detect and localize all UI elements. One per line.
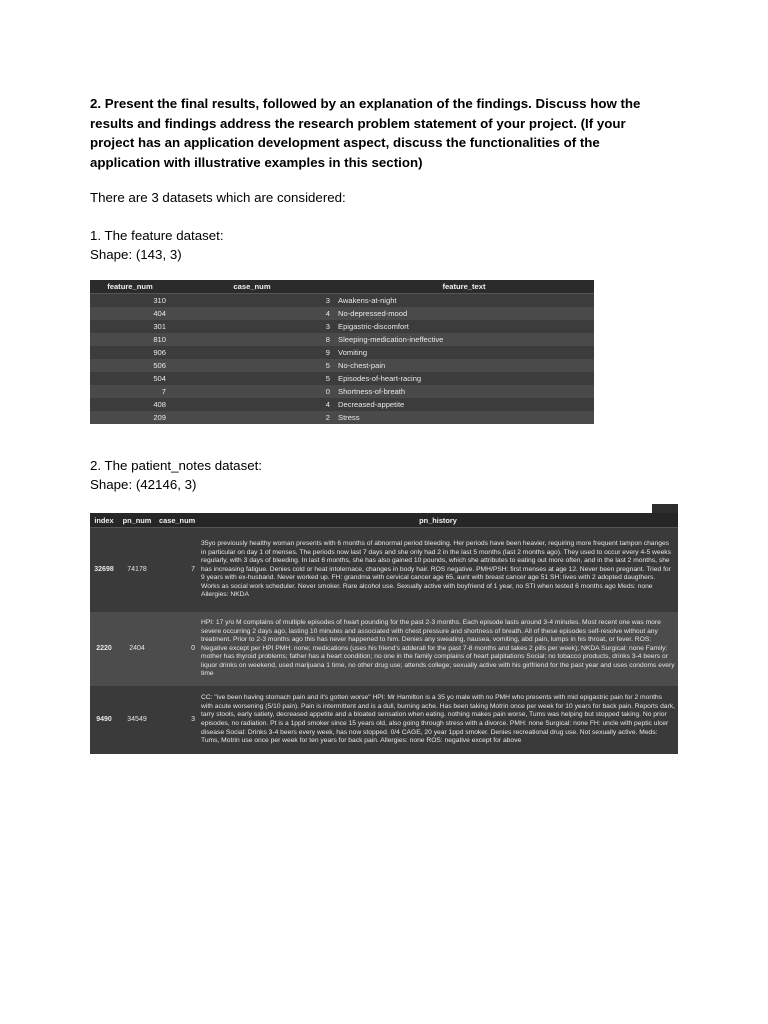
feature-text-cell: Vomiting xyxy=(334,346,594,359)
col-header-feature-num: feature_num xyxy=(90,280,170,294)
index-cell: 32698 xyxy=(90,528,118,613)
pn-num-cell: 74178 xyxy=(118,528,156,613)
col-header-case-num: case_num xyxy=(156,513,198,528)
case-num-cell: 7 xyxy=(156,528,198,613)
feature-text-cell: Awakens-at-night xyxy=(334,294,594,308)
pn-history-cell: CC: "ive been having stomach pain and it's gotten worse" HPI: Mr Hamilton is a 35 yo male with no PMH who presents with mid epigastric pain for 2 months with acute worsening (5/10 pain). Pain is intermittent and is a dull, burning ache. Has been taking Motrin once per week for 10 years for back pain. Reports dark, tarry stools, early satiety, decreased appetite and a bloated sensation when eating. nothing makes pain worse, Tums was helping but stopped taking. No prior episodes, no radiation. Pt is a 1ppd smoker since 15 years old, also going through stress with a divorce. PMH: none Surgical: none FH: uncle with peptic ulcer disease Social: Drinks 3-4 beers every week, has now stopped. 0/4 CAGE, 20 year 1ppd smoker. Denies recreational drug use. Not sexually active. Meds: Tums, Motrin use once per week for ten years for back pain. Allergies: none ROS: negative except for above xyxy=(198,686,678,754)
case-num-cell: 9 xyxy=(170,346,334,359)
table-row xyxy=(90,294,594,308)
table-row xyxy=(90,686,678,754)
feature-num-cell: 404 xyxy=(90,307,170,320)
table-row xyxy=(90,398,594,411)
table-row xyxy=(90,359,594,372)
feature-num-cell: 906 xyxy=(90,346,170,359)
feature-num-cell: 209 xyxy=(90,411,170,424)
col-header-pn-num: pn_num xyxy=(118,513,156,528)
table-row xyxy=(90,372,594,385)
case-num-cell: 2 xyxy=(170,411,334,424)
feature-num-cell: 506 xyxy=(90,359,170,372)
pn-history-cell: HPI: 17 y/o M complains of multiple episodes of heart pounding for the past 2-3 months. Each episode lasts around 3-4 minutes. Most recent one was more severe occurring 2 days ago, lasting 10 minutes and associated with chest pressure and shortness of breath. All of these episodes self-resolve without any treatment. Prior to 2-3 months ago this has never happened to him. Denies any sweating, nausea, vomiting, abd pain, lumps in his throat, or fever. ROS: Negative except per HPI PMH: none; medications (uses his friend's adderall for the past 7-8 months and takes 2 pills per week); NKDA Surgical: none Family: mother has thyroid problems; father has a heart condition; no one in the family complains of heart palpitations Social: no tobacco products, drinks 3-4 beers or liquor drinks on weekend, used marijuana 1 time, no other drug use; attends college; sexually active with his girlfriend for the past year and uses condoms every time xyxy=(198,612,678,686)
feature-text-cell: Decreased-appetite xyxy=(334,398,594,411)
col-header-pn-history: pn_history xyxy=(198,513,678,528)
feature-text-cell: No-chest-pain xyxy=(334,359,594,372)
feature-table-header xyxy=(90,280,594,294)
case-num-cell: 5 xyxy=(170,359,334,372)
feature-text-cell: Stress xyxy=(334,411,594,424)
case-num-cell: 3 xyxy=(170,294,334,308)
table-row xyxy=(90,528,678,613)
feature-text-cell: No-depressed-mood xyxy=(334,307,594,320)
table-row xyxy=(90,307,594,320)
feature-text-cell: Shortness-of-breath xyxy=(334,385,594,398)
patient-notes-table xyxy=(90,513,678,754)
feature-num-cell: 310 xyxy=(90,294,170,308)
feature-table xyxy=(90,280,594,424)
col-header-index: index xyxy=(90,513,118,528)
notes-table-header xyxy=(90,513,678,528)
feature-num-cell: 504 xyxy=(90,372,170,385)
case-num-cell: 0 xyxy=(170,385,334,398)
pn-num-cell: 2404 xyxy=(118,612,156,686)
intro-text: There are 3 datasets which are considered: xyxy=(90,190,346,205)
table-row xyxy=(90,346,594,359)
case-num-cell: 3 xyxy=(156,686,198,754)
feature-num-cell: 408 xyxy=(90,398,170,411)
feature-dataset-shape: Shape: (143, 3) xyxy=(90,247,182,262)
col-header-feature-text: feature_text xyxy=(334,280,594,294)
pn-history-cell: 35yo previously healthy woman presents with 6 months of abnormal period bleeding. Her periods have been heavier, requiring more frequent tampon changes in particular on day 1 of menses. The periods now last 7 days and she only had 2 in the last 5 months (last 2 months ago). They used to occur every 4-5 weeks regularly, with 3 days of bleeding. In last 6 months, she has also gained 10 pounds, which she attributes to eating out more often, and in the last 2 months, she has increasing fatigue. Denies cold or heat intolernace, changes in body hair. ROS negative. PMH/PSH: first menses at age 12. Never been pregnant. Tried for 9 years with ex-husband. Never worked up. FH: grandma with cervical cancer age 65, aunt with breast cancer age 51 SH: lives with 2 adopted daugthers. Works as social work scheduler. Never smoker. Rare alcohol use. Sexually active with boyfriend of 1 year, no STI when tested 6 months ago Meds: none Allergies: NKDA xyxy=(198,528,678,613)
table-row xyxy=(90,411,594,424)
feature-num-cell: 301 xyxy=(90,320,170,333)
index-cell: 9490 xyxy=(90,686,118,754)
col-header-case-num: case_num xyxy=(170,280,334,294)
notes-dataset-title: 2. The patient_notes dataset: xyxy=(90,458,263,473)
section-heading: 2. Present the final results, followed by an explanation of the findings. Discuss how the results and findings address the research problem statement of your project. (If your project has an application development aspect, discuss the functionalities of the application with illustrative examples in this section) xyxy=(90,96,641,170)
table-row xyxy=(90,333,594,346)
case-num-cell: 3 xyxy=(170,320,334,333)
index-cell: 2220 xyxy=(90,612,118,686)
feature-dataset-title: 1. The feature dataset: xyxy=(90,228,224,243)
case-num-cell: 4 xyxy=(170,398,334,411)
case-num-cell: 0 xyxy=(156,612,198,686)
feature-text-cell: Sleeping-medication-ineffective xyxy=(334,333,594,346)
notes-dataset-shape: Shape: (42146, 3) xyxy=(90,477,197,492)
case-num-cell: 5 xyxy=(170,372,334,385)
case-num-cell: 4 xyxy=(170,307,334,320)
feature-num-cell: 7 xyxy=(90,385,170,398)
feature-text-cell: Episodes-of-heart-racing xyxy=(334,372,594,385)
case-num-cell: 8 xyxy=(170,333,334,346)
table-row xyxy=(90,612,678,686)
table-row xyxy=(90,320,594,333)
pn-num-cell: 34549 xyxy=(118,686,156,754)
feature-text-cell: Epigastric-discomfort xyxy=(334,320,594,333)
table-row xyxy=(90,385,594,398)
feature-num-cell: 810 xyxy=(90,333,170,346)
